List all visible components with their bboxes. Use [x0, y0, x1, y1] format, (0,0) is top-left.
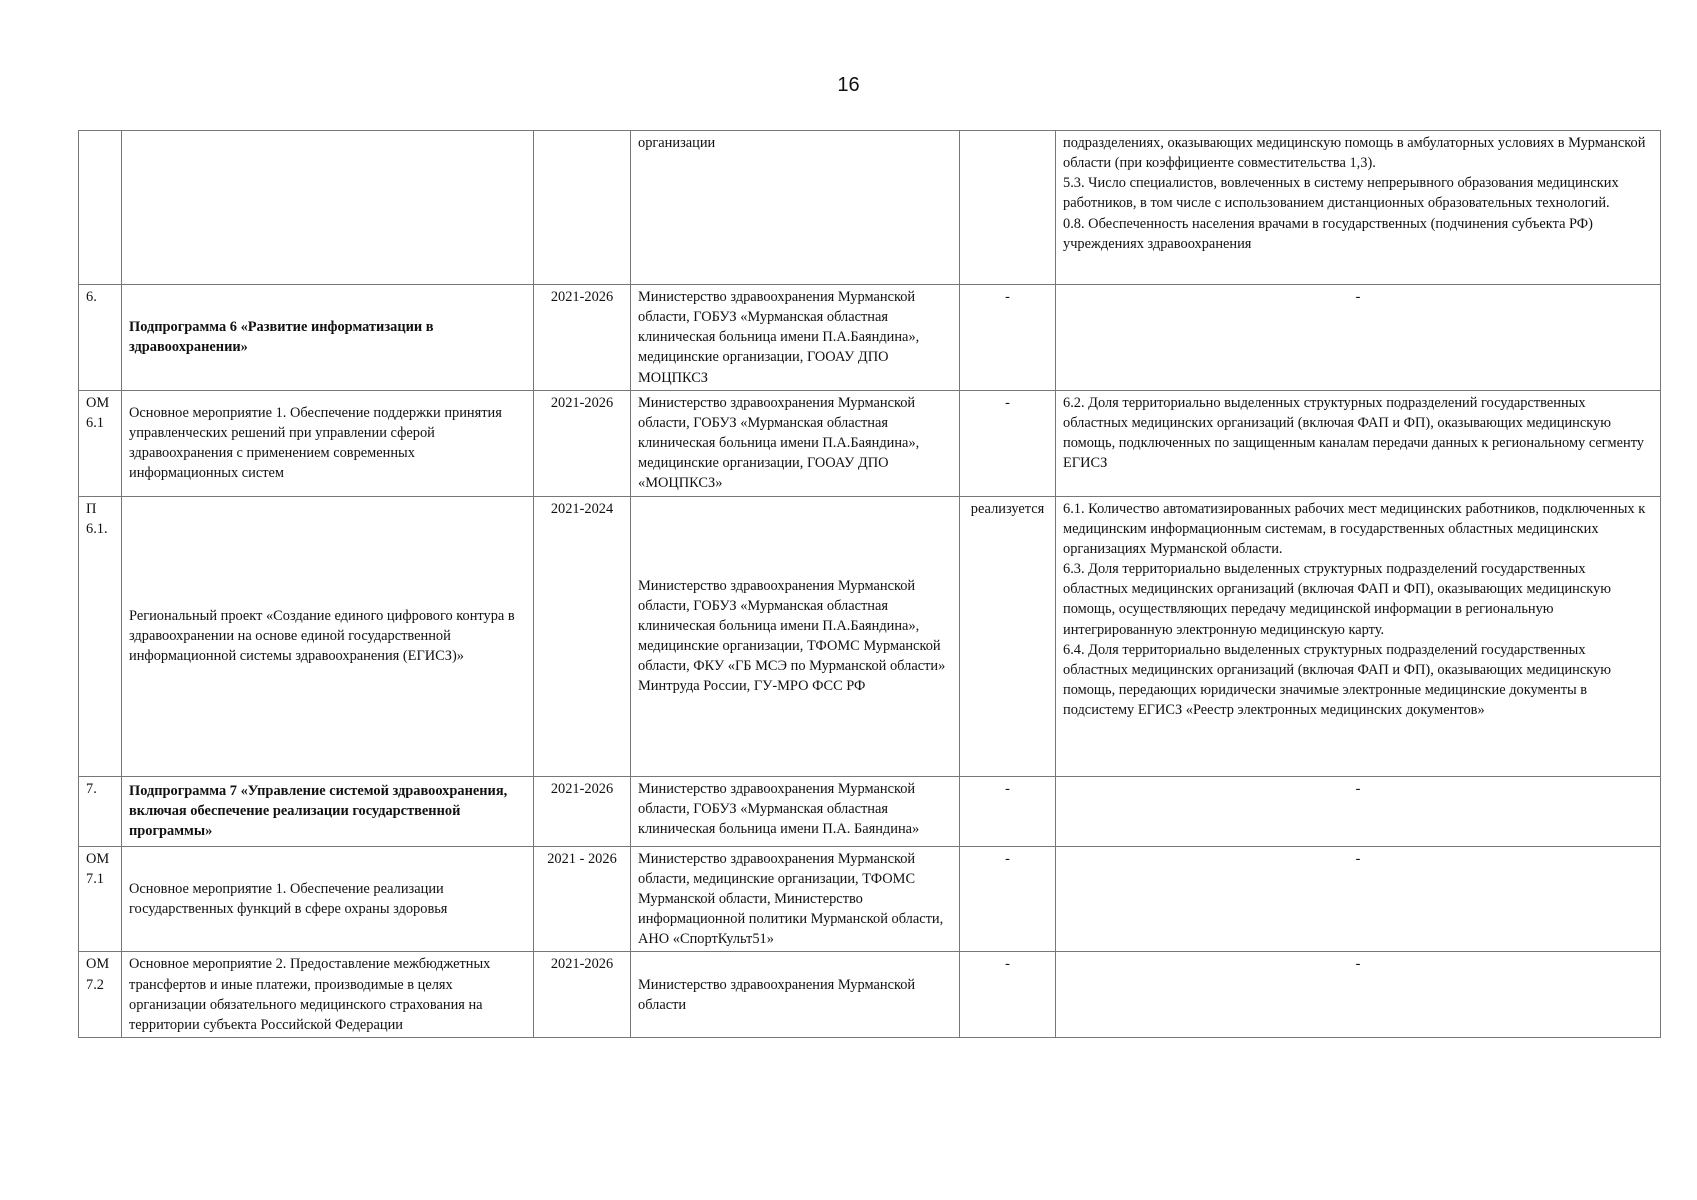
- table-row: [79, 952, 1661, 1038]
- status: -: [960, 776, 1056, 846]
- indicators: [1056, 390, 1661, 496]
- status: -: [960, 952, 1056, 1038]
- table-row: [79, 496, 1661, 776]
- row-number: ОМ 7.2: [79, 952, 122, 1038]
- indicator-item: 6.2. Доля территориально выделенных структурных подразделений государственных областных медицинских организаций (включая ФАП и ФП), оказывающих медицинскую помощь, подключенных по защищенным каналам передачи данных к региональному сегменту ЕГИСЗ: [1063, 394, 1644, 472]
- row-number: [79, 131, 122, 285]
- indicators: [1056, 131, 1661, 285]
- indicator-item: 5.3. Число специалистов, вовлеченных в систему непрерывного образования медицинских работников, в том числе с использованием дистанционных образовательных технологий.: [1063, 175, 1619, 212]
- status: -: [960, 846, 1056, 952]
- period: [534, 131, 631, 285]
- period: 2021 - 2026: [534, 846, 631, 952]
- period: 2021-2026: [534, 390, 631, 496]
- page-number: 16: [837, 74, 860, 96]
- row-number: ОМ 6.1: [79, 390, 122, 496]
- status: -: [960, 390, 1056, 496]
- indicators: -: [1056, 776, 1661, 846]
- event-name: [122, 131, 534, 285]
- period: 2021-2024: [534, 496, 631, 776]
- table-row: [79, 390, 1661, 496]
- row-number: 6.: [79, 285, 122, 391]
- subprogram-title: Подпрограмма 6 «Развитие информатизации в здравоохранении»: [122, 285, 534, 391]
- row-number: 7.: [79, 776, 122, 846]
- status: -: [960, 285, 1056, 391]
- event-name: Основное мероприятие 2. Предоставление межбюджетных трансфертов и иные платежи, производимые в целях организации обязательного медицинского страхования на территории субъекта Российской Федерации: [122, 952, 534, 1038]
- table-row: [79, 131, 1661, 285]
- row-number: ОМ 7.1: [79, 846, 122, 952]
- indicator-item: 6.1. Количество автоматизированных рабочих мест медицинских работников, подключенных к медицинским информационным системам, в государственных областных медицинских организациях Мурманской области.: [1063, 500, 1646, 557]
- status: [960, 131, 1056, 285]
- indicator-item: 0.8. Обеспеченность населения врачами в государственных (подчинения субъекта РФ) учреждениях здравоохранения: [1063, 215, 1593, 252]
- table-row: [79, 846, 1661, 952]
- period: 2021-2026: [534, 952, 631, 1038]
- event-name: Основное мероприятие 1. Обеспечение поддержки принятия управленческих решений при управлении сферой здравоохранения с применением современных информационных систем: [122, 390, 534, 496]
- responsible-executors: Министерство здравоохранения Мурманской области, ГОБУЗ «Мурманская областная клиническая больница имени П.А.Баяндина», медицинские организации, ГООАУ ДПО МОЦПКСЗ: [631, 285, 960, 391]
- indicator-item: подразделениях, оказывающих медицинскую помощь в амбулаторных условиях в Мурманской области (при коэффициенте совместительства 1,3).: [1063, 135, 1646, 172]
- table-row: [79, 285, 1661, 391]
- indicator-item: 6.3. Доля территориально выделенных структурных подразделений государственных областных медицинских организаций (включая ФАП и ФП), оказывающих медицинскую помощь, осуществляющих передачу медицинской информации в региональную интегрированную электронную медицинскую карту.: [1063, 561, 1612, 638]
- period: 2021-2026: [534, 776, 631, 846]
- indicators: -: [1056, 952, 1661, 1038]
- status: реализуется: [960, 496, 1056, 776]
- responsible-executors: организации: [631, 131, 960, 285]
- responsible-executors: Министерство здравоохранения Мурманской области, медицинские организации, ТФОМС Мурманской области, Министерство информационной политики Мурманской области, АНО «СпортКульт51»: [631, 846, 960, 952]
- indicators: [1056, 496, 1661, 776]
- program-table: [78, 130, 1661, 1038]
- period: 2021-2026: [534, 285, 631, 391]
- indicators: -: [1056, 846, 1661, 952]
- responsible-executors: Министерство здравоохранения Мурманской области, ГОБУЗ «Мурманская областная клиническая больница имени П.А.Баяндина», медицинские организации, ТФОМС Мурманской области, ФКУ «ГБ МСЭ по Мурманской области» Минтруда России, ГУ-МРО ФСС РФ: [631, 496, 960, 776]
- responsible-executors: Министерство здравоохранения Мурманской области, ГОБУЗ «Мурманская областная клиническая больница имени П.А. Баяндина»: [631, 776, 960, 846]
- responsible-executors: Министерство здравоохранения Мурманской области, ГОБУЗ «Мурманская областная клиническая больница имени П.А.Баяндина», медицинские организации, ГООАУ ДПО «МОЦПКСЗ»: [631, 390, 960, 496]
- event-name: Региональный проект «Создание единого цифрового контура в здравоохранении на основе единой государственной информационной системы здравоохранения (ЕГИСЗ)»: [122, 496, 534, 776]
- row-number: П 6.1.: [79, 496, 122, 776]
- indicators: -: [1056, 285, 1661, 391]
- subprogram-title: Подпрограмма 7 «Управление системой здравоохранения, включая обеспечение реализации государственной программы»: [122, 776, 534, 846]
- event-name: Основное мероприятие 1. Обеспечение реализации государственных функций в сфере охраны здоровья: [122, 846, 534, 952]
- table-row: [79, 776, 1661, 846]
- responsible-executors: Министерство здравоохранения Мурманской области: [631, 952, 960, 1038]
- indicator-item: 6.4. Доля территориально выделенных структурных подразделений государственных областных медицинских организаций (включая ФАП и ФП), оказывающих медицинскую помощь, передающих юридически значимые электронные медицинские документы в подсистему ЕГИСЗ «Реестр электронных медицинских документов»: [1063, 641, 1612, 719]
